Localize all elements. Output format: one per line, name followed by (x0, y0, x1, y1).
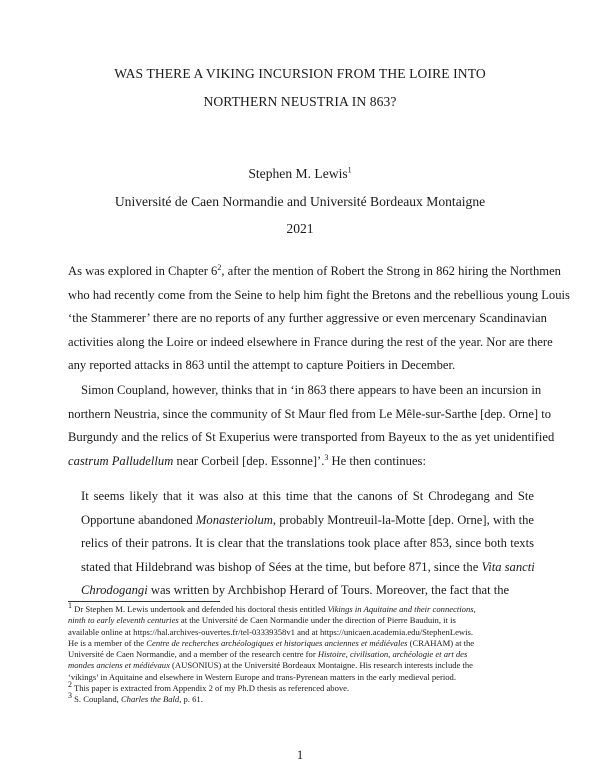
block-quote (81, 485, 534, 603)
footnote-line: He is a member of the Centre de recherches archéologiques et historiques anciennes et médiévales (CRAHAM) at the (68, 637, 475, 648)
paragraph-line: any reported attacks in 863 until the attempt to capture Poitiers in December. (68, 358, 456, 373)
footnote-3: $^3$ S. Coupland, Charles the Bald, p. 61. (68, 691, 203, 705)
quote-line: relics of their patrons. It is clear that the translations took place after 853, since both texts (81, 536, 534, 551)
quote-line: Opportune abandoned Monasteriolum, probably Montreuil-la-Motte [dep. Orne], with the (81, 512, 534, 527)
footnote-ref-2[interactable]: 2 (217, 262, 222, 272)
author-line (40, 166, 560, 182)
footnote-line: ‘vikings’ in Aquitaine and elsewhere in Western Europe and trans-Pyrenean matters in the early medieval period. (68, 671, 456, 682)
affiliation: Université de Caen Normandie and Université Bordeaux Montaigne (114, 194, 486, 209)
quote-line: stated that Hildebrand was bishop of Sées at the time, but before 871, since the Vita sancti (81, 559, 535, 574)
author-footnote-ref[interactable]: 1 (347, 165, 352, 175)
year: 2021 (286, 221, 314, 236)
footnote-ref-3[interactable]: 3 (324, 452, 329, 462)
page-number: 1 (296, 748, 304, 762)
footnote-line: ninth to early eleventh centuries at the Université de Caen Normandie under the direction of Pierre Bauduin, it is (68, 615, 456, 626)
paragraph-line: who had recently come from the Seine to help him fight the Bretons and the rebellious young Louis (68, 287, 570, 302)
quote-line: It seems likely that it was also at this time that the canons of St Chrodegang and Ste (81, 489, 534, 503)
paragraph-2 (68, 379, 555, 473)
footnote-2: $^2$ This paper is extracted from Appendix 2 of my Ph.D thesis as referenced above. (68, 680, 350, 694)
footnote-divider (68, 601, 220, 602)
footnote-line: Université de Caen Normandie, and a member of the research centre for Histoire, civilisation, archéologie et art des (68, 649, 468, 660)
footnote-line: mondes anciens et médiévaux (AUSONIUS) at the Université Bordeaux Montaigne. His research interests include the (68, 660, 473, 671)
paragraph-line: ‘the Stammerer’ there are no reports of any further aggressive or even mercenary Scandinavian (68, 311, 547, 326)
paragraph-line: activities along the Loire or indeed elsewhere in France during the rest of the year. Nor are there (68, 334, 553, 349)
paragraph-line: northern Neustria, since the community of St Maur fled from Le Mêle-sur-Sarthe [dep. Orne] to (68, 406, 552, 421)
footnotes (68, 601, 534, 706)
title-line-2: NORTHERN NEUSTRIA IN 863? (203, 94, 397, 109)
title-line-1: WAS THERE A VIKING INCURSION FROM THE LOIRE INTO (114, 66, 486, 81)
paragraph-line: As was explored in Chapter $6^2$, after the mention of Robert the Strong in 862 hiring the Northmen (68, 262, 561, 278)
author-name: Stephen M. Lewis (248, 166, 348, 181)
footnote-line[interactable]: available online at https://hal.archives-ouvertes.fr/tel-03339358v1 and at https://unicaen.academia.edu/StephenLewis. (68, 626, 473, 637)
quote-line: Chrodogangi was written by Archbishop Herard of Tours. Moreover, the fact that the (81, 583, 510, 598)
paragraph-1 (68, 260, 570, 378)
footnote-1: $^1$ Dr Stephen M. Lewis undertook and defended his doctoral thesis entitled Vikings in Aquitaine and their connections, (68, 601, 476, 614)
paragraph-line: Burgundy and the relics of St Exuperius were transported from Bayeux to the as yet unidentified (68, 430, 555, 445)
paragraph-line: Simon Coupland, however, thinks that in ‘in 863 there appears to have been an incursion in (81, 383, 542, 397)
paragraph-line: castrum Palludellum near Corbeil [dep. Essonne]’.$^3$ He then continues: (68, 452, 426, 468)
